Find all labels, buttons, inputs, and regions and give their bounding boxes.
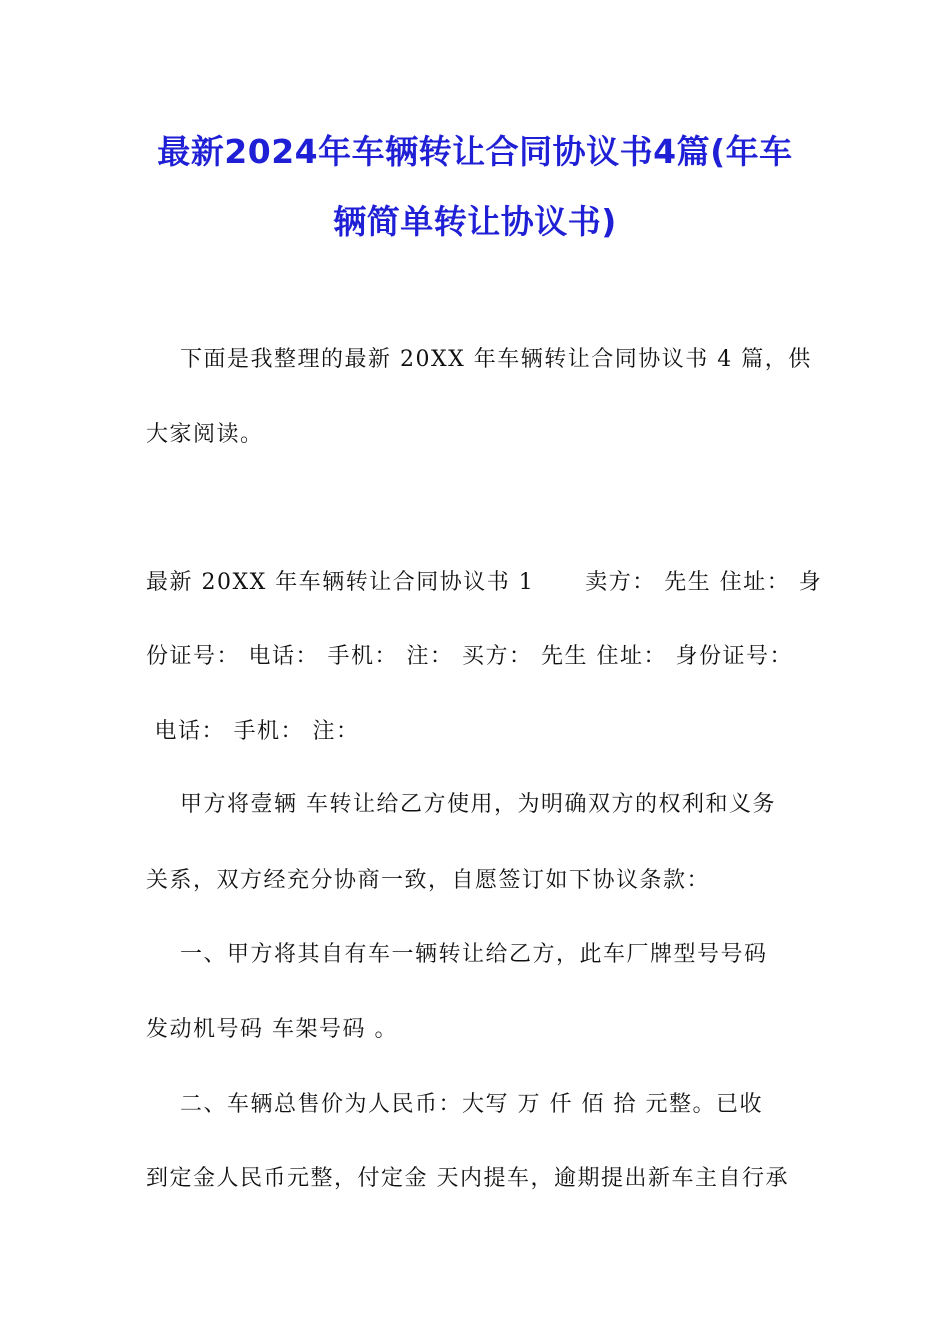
party-info-line: 份证号： 电话： 手机： 注： 买方： 先生 住址： 身份证号： bbox=[146, 644, 793, 669]
clause-1-line-1: 一、甲方将其自有车一辆转让给乙方，此车厂牌型号号码 bbox=[146, 942, 768, 967]
document-title-line-1: 最新2024年车辆转让合同协议书4篇(年车 bbox=[157, 132, 793, 171]
document-title-line-2: 辆简单转让协议书) bbox=[333, 202, 617, 241]
intro-line-1: 下面是我整理的最新 20XX 年车辆转让合同协议书 4 篇，供 bbox=[146, 347, 812, 372]
clause-2-line-2: 到定金人民币元整，付定金 天内提车，逾期提出新车主自行承 bbox=[146, 1166, 789, 1191]
party-info-line-end: 电话： 手机： 注： bbox=[146, 719, 360, 744]
paragraph-line: 甲方将壹辆 车转让给乙方使用，为明确双方的权利和义务 bbox=[146, 792, 776, 817]
intro-line-2: 大家阅读。 bbox=[146, 422, 264, 447]
clause-2-line-1: 二、车辆总售价为人民币：大写 万 仟 佰 拾 元整。已收 bbox=[146, 1092, 763, 1117]
contract-1-header-line: 最新 20XX 年车辆转让合同协议书 1 卖方： 先生 住址： 身 bbox=[146, 570, 823, 595]
paragraph-line: 关系，双方经充分协商一致，自愿签订如下协议条款： bbox=[146, 868, 711, 893]
clause-1-line-2: 发动机号码 车架号码 。 bbox=[146, 1017, 398, 1042]
